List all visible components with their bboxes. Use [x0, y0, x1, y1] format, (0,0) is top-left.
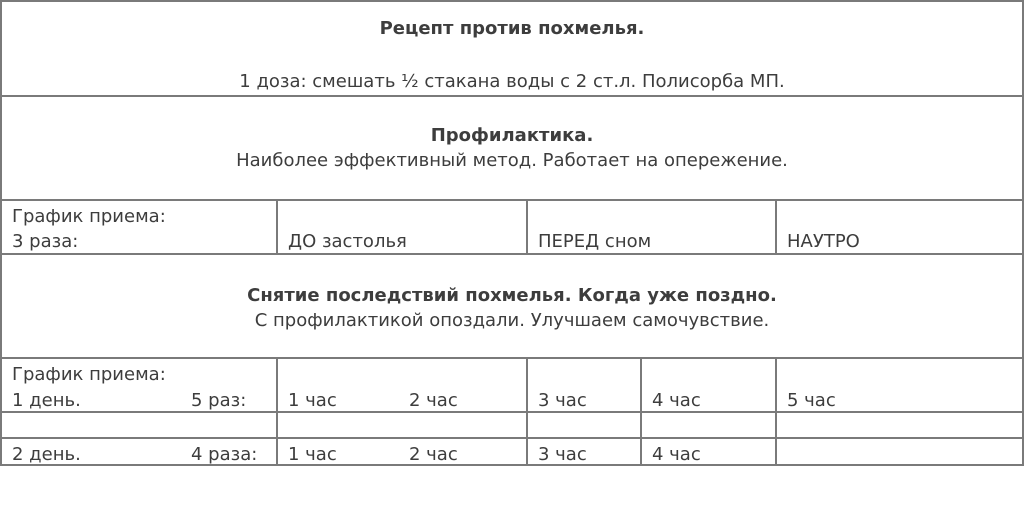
- table-border-bottom: [0, 464, 1024, 466]
- row-divider: [0, 253, 1024, 255]
- day2-count: 4 раза:: [191, 444, 258, 465]
- table-border-top: [0, 0, 1024, 2]
- prevention-time-before-feast: ДО застолья: [288, 231, 407, 252]
- day1-hour: 5 час: [787, 390, 836, 411]
- table-border-left: [0, 0, 2, 466]
- day1-label: 1 день.: [12, 390, 81, 411]
- row-divider: [0, 437, 1024, 439]
- day1-hour: 2 час: [409, 390, 458, 411]
- day2-label: 2 день.: [12, 444, 81, 465]
- prevention-title: Профилактика.: [430, 125, 594, 146]
- relief-title: Снятие последствий похмелья. Когда уже поздно.: [247, 285, 777, 306]
- row-divider: [0, 199, 1024, 201]
- column-divider: [276, 357, 278, 466]
- day1-hour: 4 час: [652, 390, 701, 411]
- prevention-time-before-sleep: ПЕРЕД сном: [538, 231, 652, 252]
- recipe-dose: 1 доза: смешать ½ стакана воды с 2 ст.л. Полисорба МП.: [239, 71, 785, 92]
- relief-subtitle: С профилактикой опоздали. Улучшаем самочувствие.: [254, 310, 770, 331]
- column-divider: [640, 357, 642, 466]
- day2-hour: 1 час: [288, 444, 337, 465]
- column-divider: [775, 357, 777, 466]
- day2-hour: 2 час: [409, 444, 458, 465]
- row-divider: [0, 357, 1024, 359]
- prevention-subtitle: Наиболее эффективный метод. Работает на опережение.: [236, 150, 788, 171]
- prevention-schedule-label: График приема:: [12, 206, 166, 227]
- prevention-time-morning: НАУТРО: [787, 231, 860, 252]
- row-divider: [0, 411, 1024, 413]
- relief-schedule-label: График приема:: [12, 364, 166, 385]
- column-divider: [276, 199, 278, 255]
- day1-hour: 1 час: [288, 390, 337, 411]
- recipe-title: Рецепт против похмелья.: [379, 18, 645, 39]
- day2-hour: 3 час: [538, 444, 587, 465]
- column-divider: [526, 199, 528, 255]
- day2-hour: 4 час: [652, 444, 701, 465]
- day1-hour: 3 час: [538, 390, 587, 411]
- prevention-times-label: 3 раза:: [12, 231, 79, 252]
- column-divider: [526, 357, 528, 466]
- day1-count: 5 раз:: [191, 390, 247, 411]
- row-divider: [0, 95, 1024, 97]
- column-divider: [775, 199, 777, 255]
